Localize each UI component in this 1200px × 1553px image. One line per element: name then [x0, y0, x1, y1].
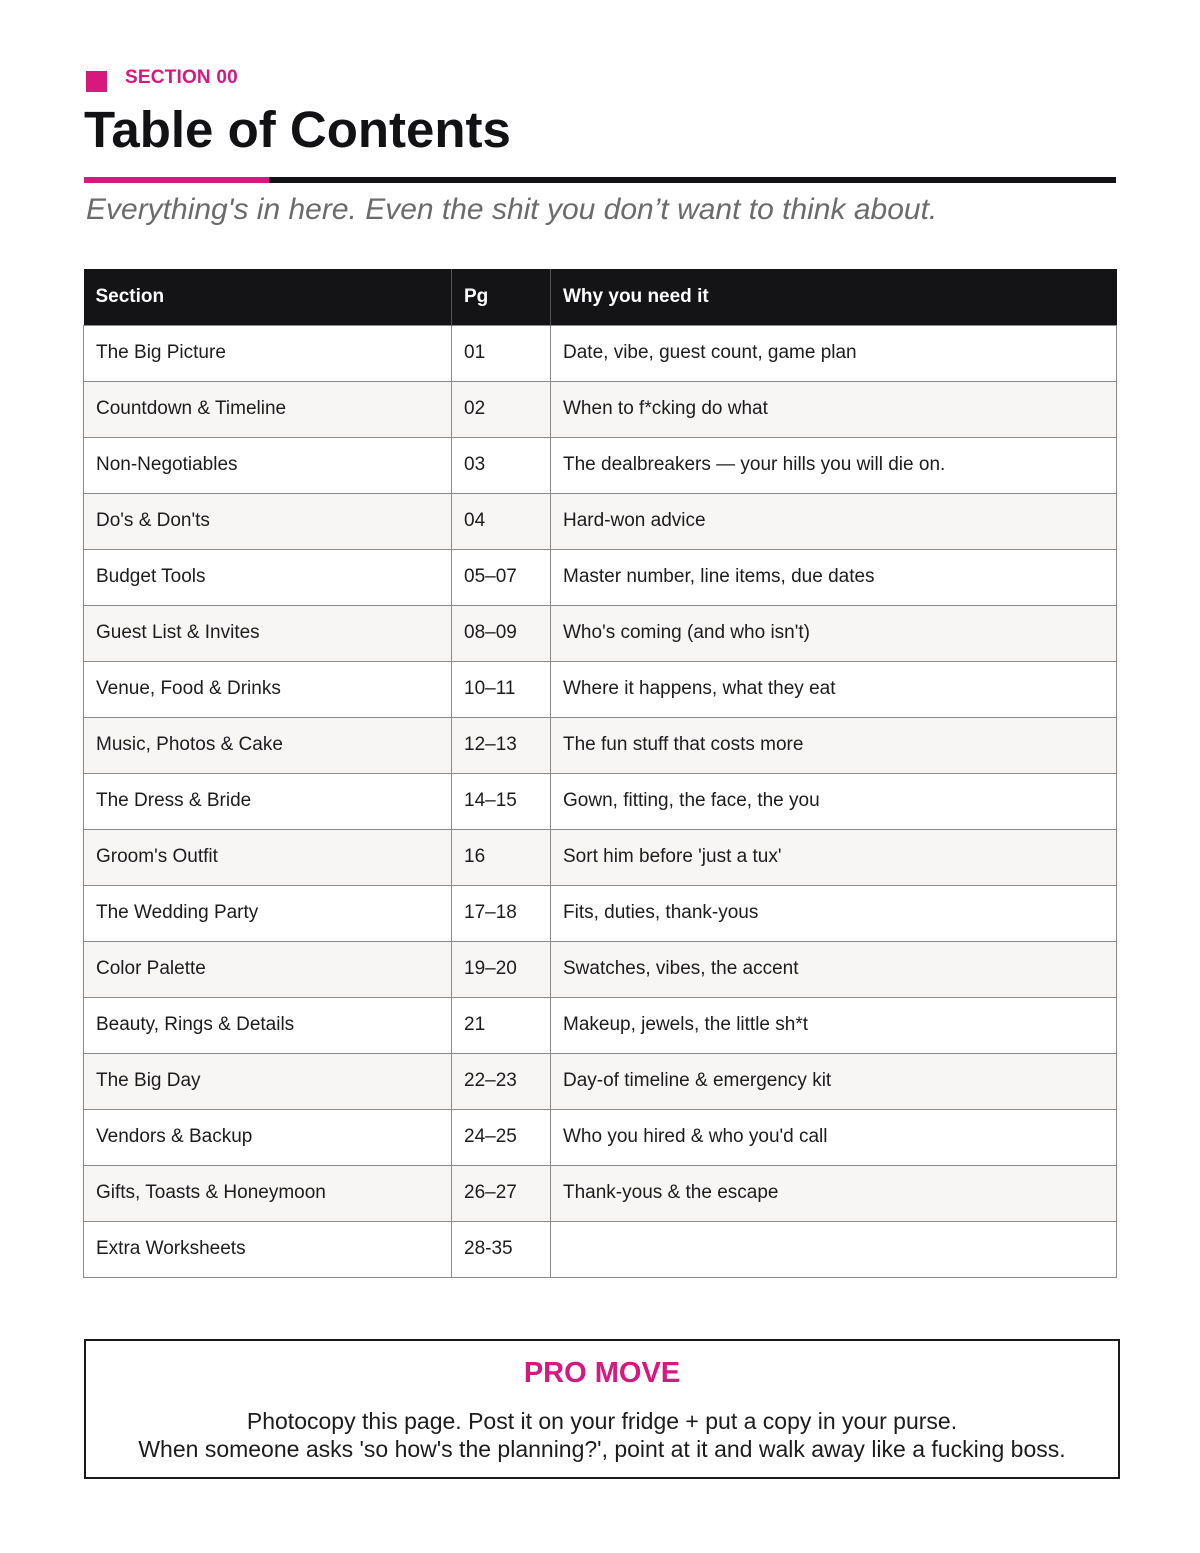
toc-cell-page: 16 [452, 829, 551, 885]
table-row [84, 605, 1117, 661]
pro-move-line-1: Photocopy this page. Post it on your fridge + put a copy in your purse. [246, 1408, 958, 1434]
toc-cell-section: Color Palette [84, 941, 452, 997]
title-rule-accent [84, 177, 269, 183]
toc-cell-page: 12–13 [452, 717, 551, 773]
toc-cell-page: 22–23 [452, 1053, 551, 1109]
toc-cell-section: Beauty, Rings & Details [84, 997, 452, 1053]
table-row [84, 1221, 1117, 1277]
table-row [84, 661, 1117, 717]
table-row [84, 773, 1117, 829]
toc-cell-page: 05–07 [452, 549, 551, 605]
table-row [84, 1053, 1117, 1109]
toc-cell-section: Venue, Food & Drinks [84, 661, 452, 717]
toc-cell-why: Master number, line items, due dates [551, 549, 1117, 605]
section-label: SECTION 00 [125, 67, 238, 88]
toc-cell-section: Vendors & Backup [84, 1109, 452, 1165]
column-header-pg: Pg [452, 269, 551, 325]
pro-move-line-2: When someone asks 'so how's the planning?', point at it and walk away like a fucking boss. [138, 1436, 1066, 1462]
table-row [84, 493, 1117, 549]
section-marker-square [86, 71, 107, 92]
toc-cell-section: Music, Photos & Cake [84, 717, 452, 773]
pro-move-body [86, 1407, 1118, 1463]
toc-cell-page: 19–20 [452, 941, 551, 997]
toc-cell-why: Hard-won advice [551, 493, 1117, 549]
toc-cell-why: Where it happens, what they eat [551, 661, 1117, 717]
toc-cell-section: Budget Tools [84, 549, 452, 605]
toc-cell-page: 17–18 [452, 885, 551, 941]
section-tag [86, 66, 238, 90]
toc-cell-section: Gifts, Toasts & Honeymoon [84, 1165, 452, 1221]
toc-cell-section: Guest List & Invites [84, 605, 452, 661]
toc-cell-page: 21 [452, 997, 551, 1053]
pro-move-title: PRO MOVE [523, 1357, 681, 1389]
table-row [84, 829, 1117, 885]
toc-cell-page: 02 [452, 381, 551, 437]
toc-cell-page: 26–27 [452, 1165, 551, 1221]
toc-cell-page: 24–25 [452, 1109, 551, 1165]
toc-cell-why: Swatches, vibes, the accent [551, 941, 1117, 997]
toc-cell-why: Fits, duties, thank-yous [551, 885, 1117, 941]
table-row [84, 325, 1117, 381]
toc-cell-page: 03 [452, 437, 551, 493]
table-row [84, 885, 1117, 941]
toc-body [84, 325, 1117, 1277]
toc-table [83, 269, 1117, 1278]
title-rule [84, 177, 1116, 183]
column-header-section: Section [84, 269, 452, 325]
toc-cell-section: The Wedding Party [84, 885, 452, 941]
toc-cell-why: Thank-yous & the escape [551, 1165, 1117, 1221]
page-title: Table of Contents [84, 101, 511, 158]
page-subtitle: Everything's in here. Even the shit you don’t want to think about. [86, 193, 938, 226]
toc-cell-why: Day-of timeline & emergency kit [551, 1053, 1117, 1109]
toc-cell-page: 04 [452, 493, 551, 549]
toc-cell-page: 14–15 [452, 773, 551, 829]
toc-cell-why: Makeup, jewels, the little sh*t [551, 997, 1117, 1053]
toc-cell-section: Non-Negotiables [84, 437, 452, 493]
toc-cell-page: 01 [452, 325, 551, 381]
toc-cell-why: When to f*cking do what [551, 381, 1117, 437]
table-row [84, 1165, 1117, 1221]
toc-header-row [84, 269, 1117, 325]
toc-cell-page: 08–09 [452, 605, 551, 661]
column-header-why: Why you need it [551, 269, 1117, 325]
toc-cell-page: 10–11 [452, 661, 551, 717]
toc-cell-why: Sort him before 'just a tux' [551, 829, 1117, 885]
table-row [84, 997, 1117, 1053]
toc-cell-section: Extra Worksheets [84, 1221, 452, 1277]
table-row [84, 1109, 1117, 1165]
table-row [84, 381, 1117, 437]
toc-cell-section: The Dress & Bride [84, 773, 452, 829]
toc-cell-why: The fun stuff that costs more [551, 717, 1117, 773]
table-row [84, 437, 1117, 493]
toc-cell-section: Groom's Outfit [84, 829, 452, 885]
table-row [84, 549, 1117, 605]
toc-cell-section: The Big Picture [84, 325, 452, 381]
toc-cell-why: Gown, fitting, the face, the you [551, 773, 1117, 829]
toc-cell-why: Who's coming (and who isn't) [551, 605, 1117, 661]
toc-cell-section: Countdown & Timeline [84, 381, 452, 437]
toc-cell-why: The dealbreakers — your hills you will die on. [551, 437, 1117, 493]
pro-move-box [84, 1339, 1120, 1479]
toc-cell-why [551, 1221, 1117, 1277]
toc-cell-why: Date, vibe, guest count, game plan [551, 325, 1117, 381]
toc-cell-section: Do's & Don'ts [84, 493, 452, 549]
toc-cell-page: 28-35 [452, 1221, 551, 1277]
toc-cell-section: The Big Day [84, 1053, 452, 1109]
toc-cell-why: Who you hired & who you'd call [551, 1109, 1117, 1165]
table-row [84, 717, 1117, 773]
table-row [84, 941, 1117, 997]
